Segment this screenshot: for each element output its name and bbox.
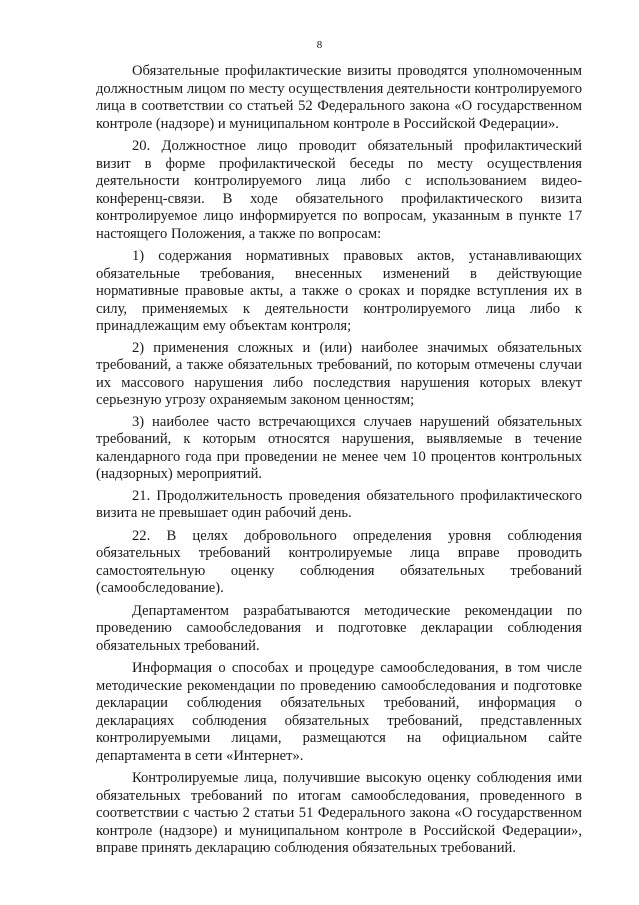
paragraph-21: 21. Продолжительность проведения обязательного профилактического визита не превышает один рабочий день. [96, 487, 582, 521]
paragraph-20: 20. Должностное лицо проводит обязательный профилактический визит в форме профилактической беседы по месту осуществления деятельности контролируемого лица либо с использованием видео-конференц-связи. В ходе обязательного профилактического визита контролируемое лицо информируется по вопросам, указанным в пункте 17 настоящего Положения, а также по вопросам: [96, 138, 582, 242]
page-number: 8 [316, 39, 323, 51]
paragraph-self-assessment-info: Информация о способах и процедуре самообследования, в том числе методические рекомендации по проведению самообследования и подготовке декларации соблюдения обязательных требований, информация о декларациях соблюдения обязательных требований, представленных контролируемыми лицами, размещаются на официальном сайте департамента в сети «Интернет». [96, 660, 582, 764]
paragraph-methodical-recommendations: Департаментом разрабатываются методические рекомендации по проведению самообследования и подготовке декларации соблюдения обязательных требований. [96, 602, 582, 654]
document-body [96, 63, 582, 863]
paragraph-item-3: 3) наиболее часто встречающихся случаев нарушений обязательных требований, к которым относятся нарушения, выявляемые в течение календарного года при проведении не менее чем 10 процентов контрольных (надзорных) мероприятий. [96, 413, 582, 482]
paragraph-mandatory-visits: Обязательные профилактические визиты проводятся уполномоченным должностным лицом по месту осуществления деятельности контролируемого лица в соответствии со статьей 52 Федерального закона «О государственном контроле (надзоре) и муниципальном контроле в Российской Федерации». [96, 63, 582, 132]
paragraph-22: 22. В целях добровольного определения уровня соблюдения обязательных требований контролируемые лица вправе проводить самостоятельную оценку соблюдения обязательных требований (самообследование). [96, 527, 582, 596]
paragraph-item-2: 2) применения сложных и (или) наиболее значимых обязательных требований, а также обязательных требований, по которым отмечены случаи их массового нарушения либо последствия нарушения которых влекут серьезную угрозу охраняемым законом ценностям; [96, 339, 582, 408]
paragraph-declaration: Контролируемые лица, получившие высокую оценку соблюдения ими обязательных требований по итогам самообследования, проведенного в соответствии с частью 2 статьи 51 Федерального закона «О государственном контроле (надзоре) и муниципальном контроле в Российской Федерации», вправе принять декларацию соблюдения обязательных требований. [96, 770, 582, 856]
paragraph-item-1: 1) содержания нормативных правовых актов, устанавливающих обязательные требования, внесенных изменений в действующие нормативные правовые акты, а также о сроках и порядке вступления их в силу, применяемых к деятельности контролируемого лица либо к принадлежащим ему объектам контроля; [96, 248, 582, 334]
